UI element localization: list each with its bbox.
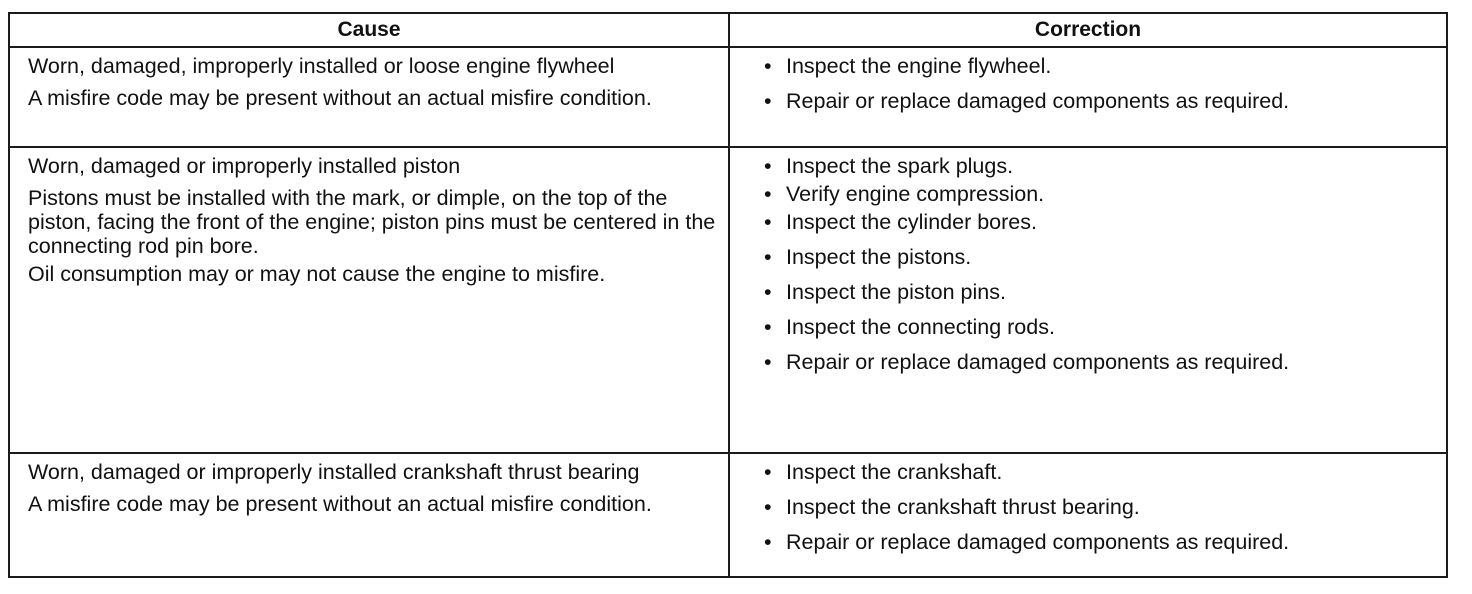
correction-cell (729, 147, 1447, 453)
cause-note: A misfire code may be present without an actual misfire condition. (28, 492, 652, 516)
bullet-icon: • (764, 350, 772, 374)
table-header-row (9, 13, 1447, 47)
bullet-icon: • (764, 54, 772, 78)
bullet-icon: • (764, 315, 772, 339)
cause-title: Worn, damaged or improperly installed crankshaft thrust bearing (28, 460, 640, 484)
cause-cell (9, 47, 729, 147)
correction-item (762, 530, 1438, 554)
correction-text: Inspect the spark plugs. (786, 154, 1014, 178)
correction-item (762, 460, 1438, 484)
bullet-icon: • (764, 245, 772, 269)
table-row (9, 453, 1447, 577)
correction-text: Inspect the crankshaft. (786, 460, 1003, 484)
header-correction: Correction (729, 13, 1447, 47)
correction-item (762, 182, 1438, 206)
correction-item (762, 495, 1438, 519)
correction-list (762, 460, 1438, 554)
bullet-icon: • (764, 89, 772, 113)
cause-correction-table (8, 12, 1448, 578)
header-cause: Cause (9, 13, 729, 47)
cause-cell (9, 453, 729, 577)
correction-text: Repair or replace damaged components as required. (786, 530, 1290, 554)
correction-text: Repair or replace damaged components as required. (786, 89, 1290, 113)
correction-text: Inspect the piston pins. (786, 280, 1006, 304)
bullet-icon: • (764, 495, 772, 519)
cause-note: Oil consumption may or may not cause the engine to misfire. (28, 262, 606, 286)
cause-title: Worn, damaged or improperly installed piston (28, 154, 461, 178)
bullet-icon: • (764, 182, 772, 206)
bullet-icon: • (764, 530, 772, 554)
correction-text: Inspect the cylinder bores. (786, 210, 1037, 234)
correction-item (762, 315, 1438, 339)
correction-text: Repair or replace damaged components as required. (786, 350, 1290, 374)
cause-note: Pistons must be installed with the mark, or dimple, on the top of the piston, facing the front of the engine; piston pins must be centered in the connecting rod pin bore. (28, 186, 716, 258)
correction-item (762, 280, 1438, 304)
cause-note: A misfire code may be present without an actual misfire condition. (28, 86, 652, 110)
bullet-icon: • (764, 154, 772, 178)
correction-cell (729, 47, 1447, 147)
correction-text: Inspect the connecting rods. (786, 315, 1055, 339)
correction-list (762, 154, 1438, 374)
bullet-icon: • (764, 210, 772, 234)
cause-cell (9, 147, 729, 453)
correction-item (762, 350, 1438, 374)
correction-item (762, 245, 1438, 269)
bullet-icon: • (764, 280, 772, 304)
correction-text: Inspect the engine flywheel. (786, 54, 1052, 78)
correction-item (762, 54, 1438, 78)
table-row (9, 147, 1447, 453)
correction-item (762, 210, 1438, 234)
correction-cell (729, 453, 1447, 577)
table-row (9, 47, 1447, 147)
correction-list (762, 54, 1438, 113)
bullet-icon: • (764, 460, 772, 484)
correction-text: Inspect the pistons. (786, 245, 972, 269)
correction-text: Inspect the crankshaft thrust bearing. (786, 495, 1140, 519)
correction-item (762, 89, 1438, 113)
correction-text: Verify engine compression. (786, 182, 1045, 206)
correction-item (762, 154, 1438, 178)
cause-title: Worn, damaged, improperly installed or loose engine flywheel (28, 54, 615, 78)
